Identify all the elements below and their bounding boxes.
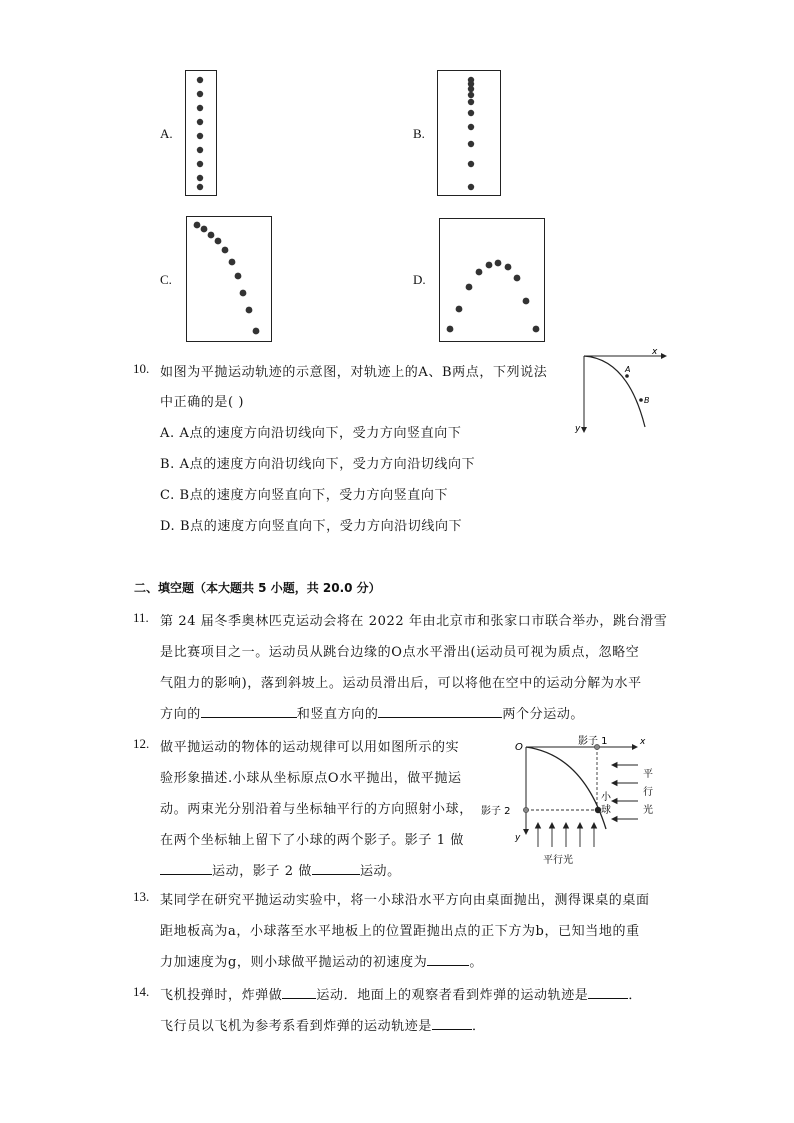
q12-light-side-3: 光 (643, 805, 653, 816)
q10-number: 10. (133, 361, 150, 376)
q11-blank-horizontal[interactable] (201, 705, 297, 718)
q12-x-label: x (640, 737, 646, 747)
q11-number: 11. (133, 610, 149, 625)
q13-line3 (160, 951, 483, 970)
q10-option-b: B. A点的速度方向沿切线向下，受力方向沿切线向下 (160, 457, 476, 472)
q10-stem-line1: 如图为平抛运动轨迹的示意图，对轨迹上的A、B两点，下列说法 (160, 365, 548, 380)
q12-line5-a: 运动，影子 2 做 (212, 864, 312, 879)
q11-line2: 是比赛项目之一。运动员从跳台边缘的O点水平滑出(运动员可视为质点，忽略空 (160, 645, 640, 660)
q11-line4-c: 两个分运动。 (502, 707, 585, 722)
q12-shadow1-label: 影子 1 (578, 736, 608, 747)
q10-option-c: C. B点的速度方向竖直向下，受力方向竖直向下 (160, 488, 449, 503)
q11-line4-b: 和竖直方向的 (296, 707, 379, 722)
option-b-label: B. (413, 126, 425, 141)
q10-point-a-label: A (625, 365, 631, 374)
q13-line3-b: 。 (469, 955, 483, 970)
option-d-figure (439, 218, 545, 342)
q11-line4 (160, 703, 584, 722)
option-d-balls (440, 219, 543, 340)
option-c-label: C. (160, 272, 172, 287)
q14-blank-motion[interactable] (282, 986, 316, 999)
q13-line3-a: 力加速度为g，则小球做平抛运动的初速度为 (160, 955, 428, 970)
q14-number: 14. (133, 984, 150, 999)
q10-stem (160, 361, 580, 541)
option-d-label: D. (413, 272, 426, 287)
q12-light-side-1: 平 (643, 769, 653, 780)
q12-shadow2-label: 影子 2 (481, 806, 511, 817)
q12-ball-label-1: 小 (601, 792, 611, 803)
option-a-figure (185, 70, 217, 196)
q12-light-bottom: 平行光 (543, 855, 573, 866)
q14-line2-b: ． (472, 1019, 486, 1034)
q13-blank-velocity[interactable] (427, 953, 469, 966)
q14-line2 (160, 1015, 486, 1034)
q11-body (160, 610, 670, 730)
section-2-title: 二、填空题（本大题共 5 小题，共 20.0 分） (134, 581, 381, 595)
q13-line2: 距地板高为a，小球落至水平地板上的位置距抛出点的正下方为b，已知当地的重 (160, 924, 640, 939)
q11-blank-vertical[interactable] (378, 705, 502, 718)
q14-line1 (160, 984, 642, 1003)
q10-option-a: A. A点的速度方向沿切线向下，受力方向竖直向下 (160, 426, 462, 441)
q14-line2-a: 飞行员以飞机为参考系看到炸弹的运动轨迹是 (160, 1019, 433, 1034)
q11-line3: 气阻力的影响)，落到斜坡上。运动员滑出后，可以将他在空中的运动分解为水平 (160, 676, 642, 691)
q10-trajectory-figure (573, 345, 673, 435)
q14-line1-a: 飞机投弹时，炸弹做 (160, 988, 283, 1003)
option-b-figure (437, 70, 501, 196)
q12-light-figure (478, 733, 663, 868)
q11-line1: 第 24 届冬季奥林匹克运动会将在 2022 年由北京市和张家口市联合举办，跳台滑雪 (160, 614, 668, 629)
q12-line3: 动。两束光分别沿着与坐标轴平行的方向照射小球， (160, 802, 473, 817)
q10-y-label: y (575, 424, 581, 434)
q10-option-d: D. B点的速度方向竖直向下，受力方向沿切线向下 (160, 519, 463, 534)
q13-line1: 某同学在研究平抛运动实验中，将一小球沿水平方向由桌面抛出，测得课桌的桌面 (160, 893, 650, 908)
q12-line5-b: 运动。 (359, 864, 401, 879)
option-c-balls (187, 217, 270, 340)
q10-point-b-label: B (644, 396, 650, 405)
q14-blank-pilot-path[interactable] (432, 1017, 472, 1030)
q12-line2: 验形象描述.小球从坐标原点O水平抛出，做平抛运 (160, 771, 462, 786)
q12-ball-label-2: 球 (601, 805, 611, 816)
q13-body (160, 889, 670, 979)
option-a-balls (186, 71, 215, 194)
q14-blank-ground-path[interactable] (588, 986, 628, 999)
q12-blank-shadow2[interactable] (312, 862, 360, 875)
q14-line1-c: ． (628, 988, 643, 1003)
q12-body (160, 736, 490, 886)
option-b-balls (438, 71, 499, 194)
option-a-label: A. (160, 126, 173, 141)
q12-blank-shadow1[interactable] (160, 862, 212, 875)
q10-stem-line2: 中正确的是( ) (160, 395, 245, 410)
q13-number: 13. (133, 889, 150, 904)
q12-line1: 做平抛运动的物体的运动规律可以用如图所示的实 (160, 740, 460, 755)
q12-line5 (160, 860, 401, 879)
q14-line1-b: 运动．地面上的观察者看到炸弹的运动轨迹是 (316, 988, 589, 1003)
q10-x-label: x (652, 347, 658, 357)
q12-line4: 在两个坐标轴上留下了小球的两个影子。影子 1 做 (160, 833, 464, 848)
q14-body (160, 984, 670, 1044)
q12-number: 12. (133, 736, 150, 751)
option-c-figure (186, 216, 272, 342)
q12-light-side-2: 行 (643, 787, 653, 798)
q11-line4-a: 方向的 (160, 707, 201, 722)
q12-y-label: y (515, 833, 521, 843)
q12-origin-label: O (515, 742, 523, 753)
